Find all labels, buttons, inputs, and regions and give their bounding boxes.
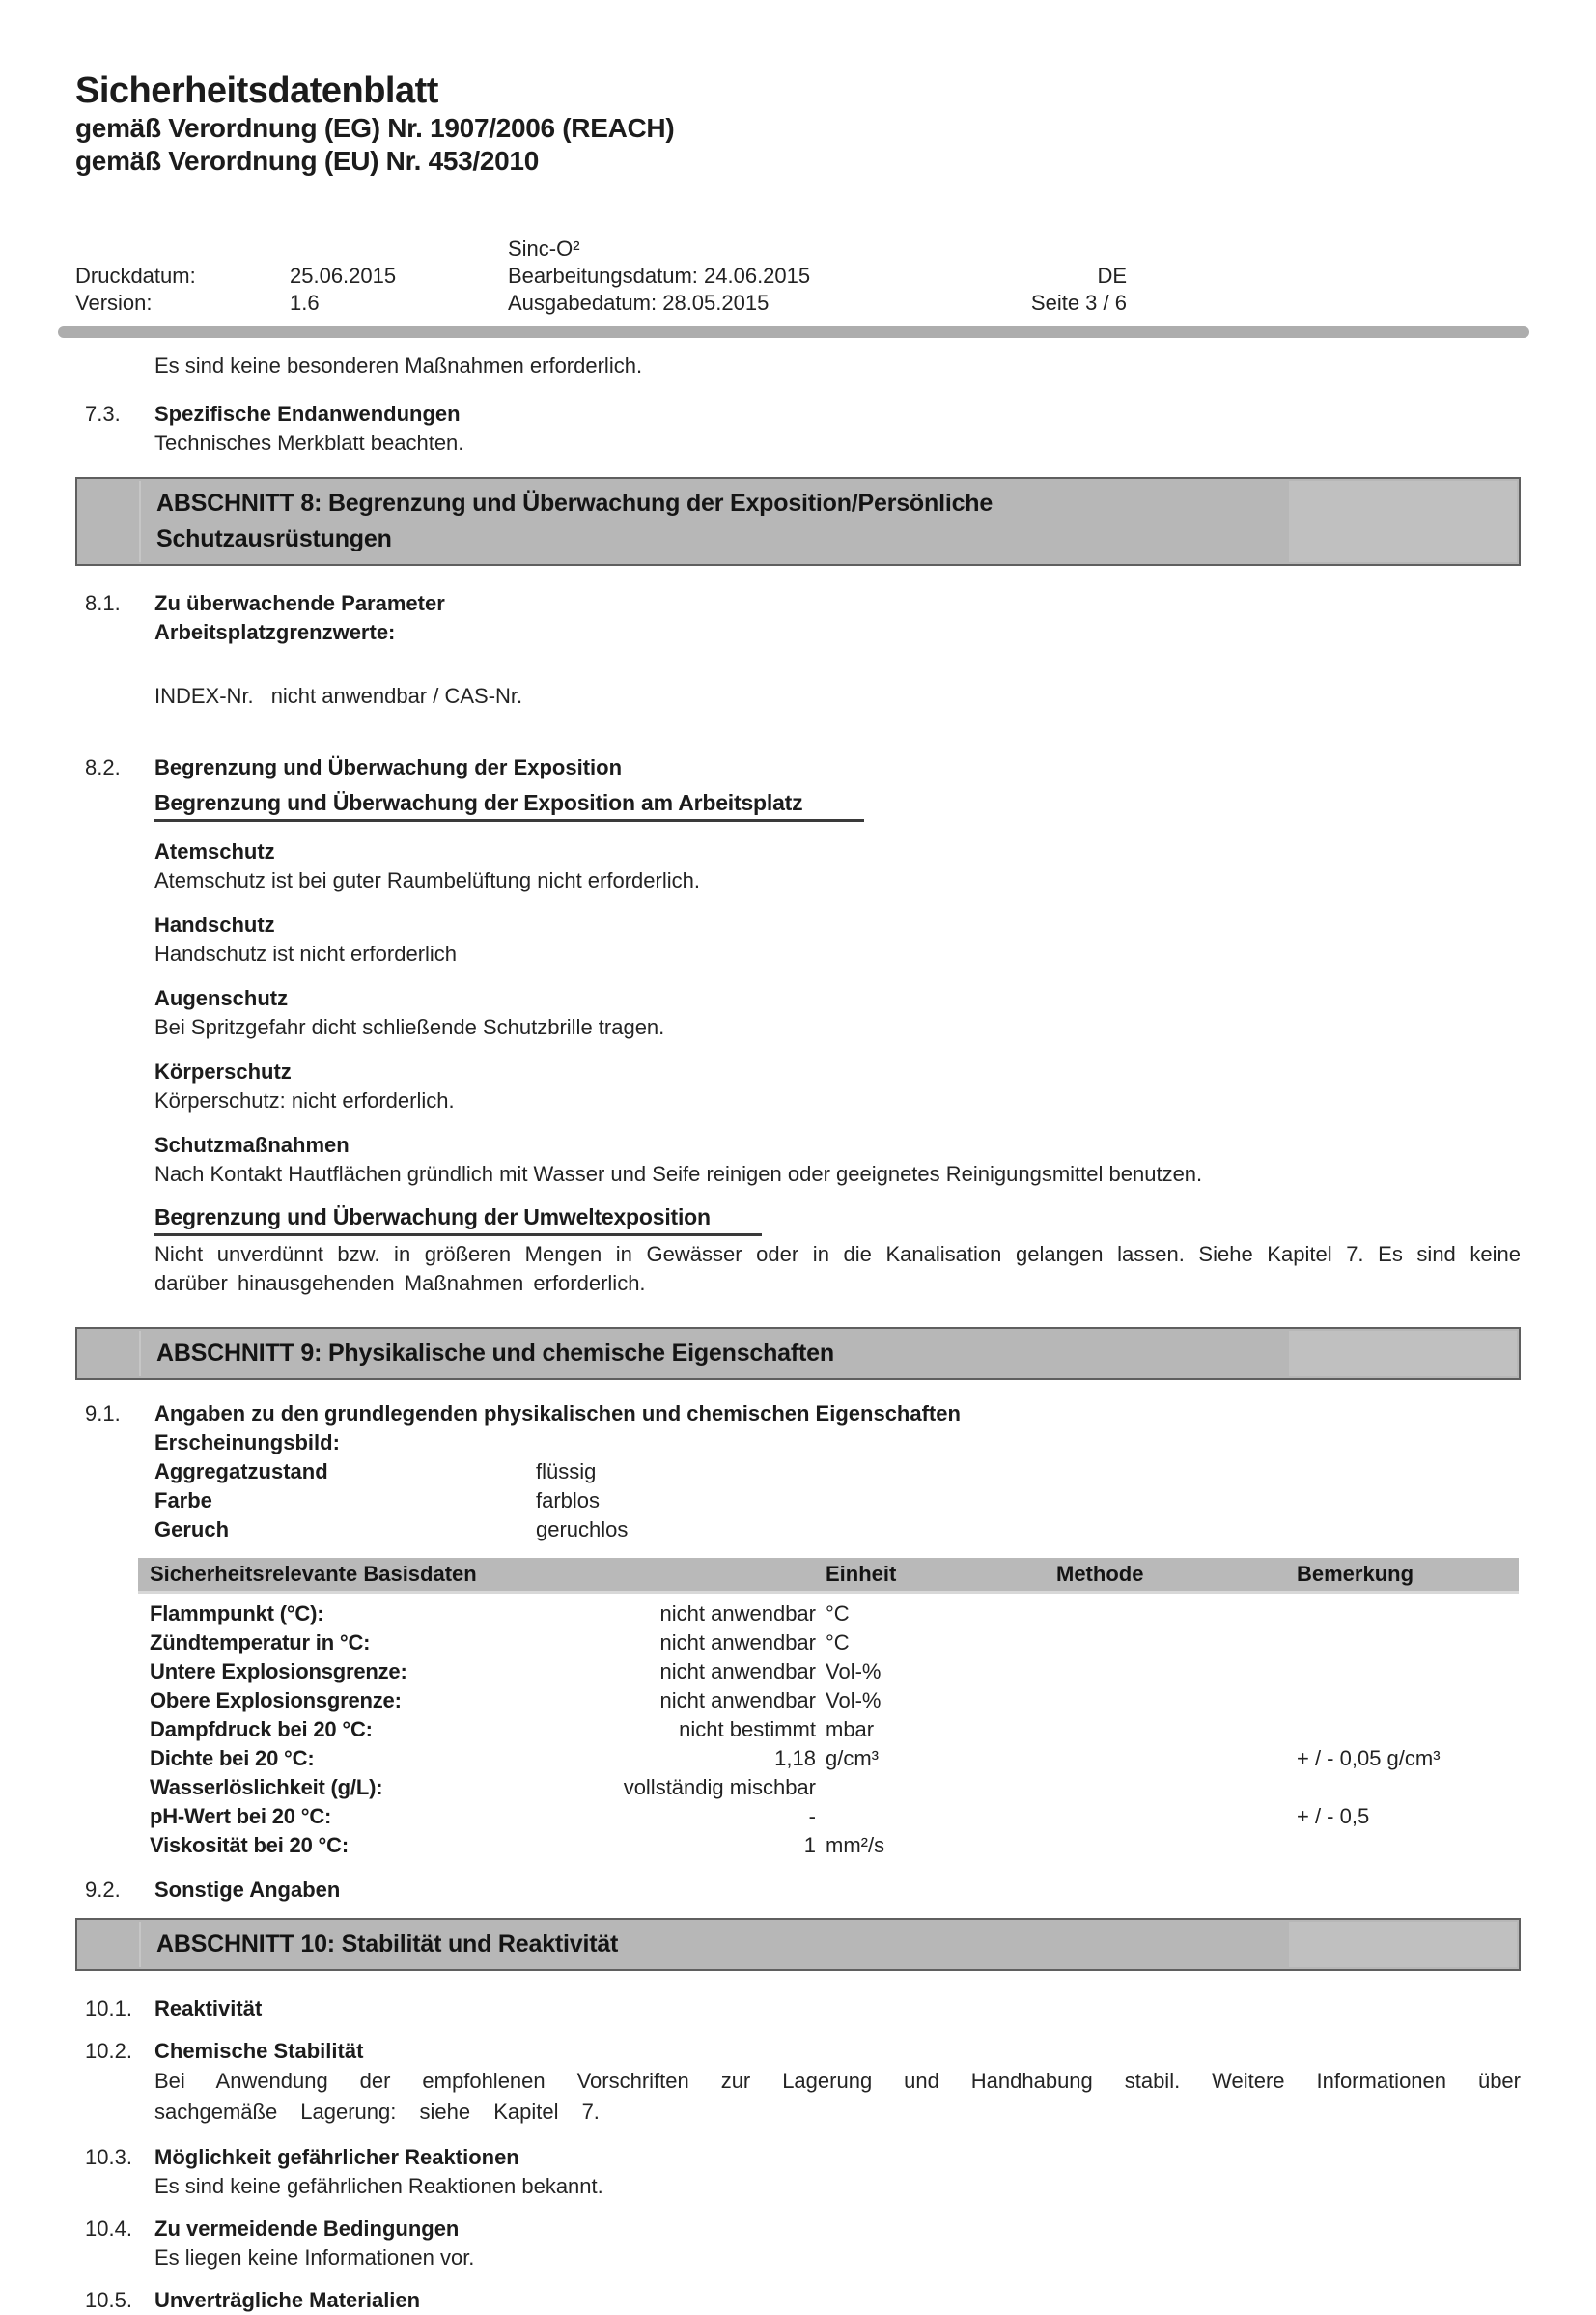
- row-label: Obere Explosionsgrenze:: [150, 1687, 402, 1712]
- appearance-row: [154, 1457, 1521, 1486]
- index-label: INDEX-Nr.: [154, 683, 254, 708]
- section-10-header-title: ABSCHNITT 10: Stabilität und Reaktivität: [156, 1930, 619, 1958]
- row-unit: °C: [826, 1629, 850, 1654]
- section-10-3-text: Es sind keine gefährlichen Reaktionen bekannt.: [154, 2173, 603, 2198]
- row-value: 1,18: [774, 1745, 816, 1770]
- protection-item-text: Bei Spritzgefahr dicht schließende Schutzbrille tragen.: [154, 1014, 665, 1039]
- version-label: Version:: [75, 290, 153, 315]
- table-row: [138, 1715, 1519, 1744]
- row-bemerkung: + / - 0,5: [1297, 1803, 1370, 1828]
- row-bemerkung: [1297, 1657, 1519, 1686]
- section-title: Begrenzung und Überwachung der Exposition: [154, 754, 623, 779]
- row-value: -: [808, 1803, 816, 1828]
- row-bemerkung: [1297, 1773, 1519, 1802]
- meta-empty: [290, 236, 508, 263]
- appearance-label: Aggregatzustand: [154, 1458, 328, 1483]
- protection-item: [75, 984, 1521, 1042]
- row-unit: Vol-%: [826, 1687, 882, 1712]
- section-10-2-heading: [75, 2037, 1521, 2066]
- workplace-exposure-heading: Begrenzung und Überwachung der Exposition am Arbeitsplatz: [154, 790, 864, 822]
- index-value: nicht anwendbar / CAS-Nr.: [270, 683, 523, 708]
- appearance-row: [154, 1486, 1521, 1515]
- row-label: Zündtemperatur in °C:: [150, 1629, 371, 1654]
- row-bemerkung: [1297, 1599, 1519, 1628]
- row-value: 1: [803, 1832, 816, 1857]
- table-row: [138, 1744, 1519, 1773]
- row-label: Flammpunkt (°C):: [150, 1600, 324, 1625]
- section-10-2-text: Bei Anwendung der empfohlenen Vorschriften zur Lagerung und Handhabung stabil. Weitere Informationen über sachgemäße Lagerung: siehe Kapitel 7.: [154, 2068, 1521, 2124]
- row-bemerkung: + / - 0,05 g/cm³: [1297, 1745, 1441, 1770]
- protection-item-text: Nach Kontakt Hautflächen gründlich mit Wasser und Seife reinigen oder geeignetes Reinigungsmittel benutzen.: [154, 1161, 1203, 1186]
- section-9-1-heading: [75, 1399, 1521, 1428]
- meta-empty: [75, 236, 290, 263]
- meta-empty: [943, 236, 1127, 263]
- section-10-header-bar: [75, 1918, 1521, 1971]
- section-number: 9.1.: [85, 1400, 121, 1426]
- row-label: Viskosität bei 20 °C:: [150, 1832, 349, 1857]
- document-subtitle-line1: gemäß Verordnung (EG) Nr. 1907/2006 (REACH): [75, 112, 675, 143]
- row-value: nicht anwendbar: [659, 1629, 816, 1654]
- basisdaten-table: [138, 1558, 1519, 1860]
- section-10-4-text: Es liegen keine Informationen vor.: [154, 2244, 475, 2270]
- row-value: vollständig mischbar: [623, 1774, 816, 1799]
- protection-item: [75, 1058, 1521, 1115]
- section-8-header-title: ABSCHNITT 8: Begrenzung und Überwachung der Exposition/Persönliche Schutzausrüstungen: [156, 489, 994, 552]
- section-number: 8.1.: [85, 590, 121, 615]
- document-subtitle-line2: gemäß Verordnung (EU) Nr. 453/2010: [75, 145, 539, 176]
- appearance-label: Farbe: [154, 1487, 212, 1512]
- environment-exposure-heading-wrap: [154, 1204, 1521, 1236]
- workplace-exposure-heading-wrap: [154, 790, 1521, 822]
- section-10-4-heading: [75, 2215, 1521, 2244]
- row-bemerkung: [1297, 1628, 1519, 1657]
- section-number: 10.1.: [85, 1995, 132, 2020]
- table-row: [138, 1657, 1519, 1686]
- section-title: Sonstige Angaben: [154, 1877, 341, 1902]
- section-10-5-heading: [75, 2286, 1521, 2315]
- language-code: DE: [1097, 263, 1127, 288]
- row-label: Dichte bei 20 °C:: [150, 1745, 315, 1770]
- protection-item-heading: Körperschutz: [154, 1059, 292, 1084]
- section-10-3-heading: [75, 2143, 1521, 2172]
- col-header-methode: Methode: [1056, 1561, 1144, 1586]
- environment-exposure-heading: Begrenzung und Überwachung der Umweltexposition: [154, 1204, 762, 1236]
- row-unit: [816, 1802, 1056, 1831]
- row-methode: [1056, 1715, 1297, 1744]
- protection-item-text: Körperschutz: nicht erforderlich.: [154, 1087, 455, 1113]
- row-label: Untere Explosionsgrenze:: [150, 1658, 407, 1683]
- page-indicator: Seite 3 / 6: [1030, 290, 1127, 315]
- header-divider-bar: [58, 326, 1529, 338]
- row-bemerkung: [1297, 1715, 1519, 1744]
- druckdatum-label: Druckdatum:: [75, 263, 196, 288]
- row-unit: g/cm³: [826, 1745, 879, 1770]
- row-methode: [1056, 1628, 1297, 1657]
- document-title: Sicherheitsdatenblatt: [75, 71, 438, 111]
- row-value: nicht anwendbar: [659, 1658, 816, 1683]
- table-row: [138, 1628, 1519, 1657]
- bearbeitungsdatum: Bearbeitungsdatum: 24.06.2015: [508, 263, 811, 288]
- protection-item: [75, 911, 1521, 969]
- row-methode: [1056, 1657, 1297, 1686]
- row-unit: °C: [826, 1600, 850, 1625]
- section-title: Möglichkeit gefährlicher Reaktionen: [154, 2144, 519, 2169]
- row-value: nicht anwendbar: [659, 1600, 816, 1625]
- row-methode: [1056, 1773, 1297, 1802]
- row-bemerkung: [1297, 1831, 1519, 1860]
- section-number: 10.3.: [85, 2144, 132, 2169]
- section-10-1-heading: [75, 1994, 1521, 2023]
- index-line: [154, 682, 1521, 711]
- protection-item-heading: Atemschutz: [154, 838, 275, 863]
- erscheinungsbild-label: Erscheinungsbild:: [154, 1429, 340, 1454]
- section-title: Unverträgliche Materialien: [154, 2287, 421, 2312]
- table-row: [138, 1802, 1519, 1831]
- row-label: pH-Wert bei 20 °C:: [150, 1803, 332, 1828]
- appearance-value: geruchlos: [536, 1516, 629, 1541]
- section-9-2-heading: [75, 1876, 1521, 1905]
- section-number: 7.3.: [85, 401, 121, 426]
- section-7-3-heading: [75, 400, 1521, 429]
- section-title: Zu überwachende Parameter: [154, 590, 445, 615]
- arbeitsplatzgrenzwerte-label: Arbeitsplatzgrenzwerte:: [154, 619, 396, 644]
- section-title: Spezifische Endanwendungen: [154, 401, 461, 426]
- protection-item: [75, 837, 1521, 895]
- section-number: 9.2.: [85, 1877, 121, 1902]
- section-number: 10.5.: [85, 2287, 132, 2312]
- section-number: 10.2.: [85, 2038, 132, 2063]
- section-number: 10.4.: [85, 2216, 132, 2241]
- section-8-header-bar: [75, 477, 1521, 566]
- section-7-3-text: Technisches Merkblatt beachten.: [154, 430, 464, 455]
- section-8-2-heading: [75, 753, 1521, 782]
- table-row: [138, 1599, 1519, 1628]
- section-8-1-heading: [75, 589, 1521, 618]
- protection-item-heading: Handschutz: [154, 912, 275, 937]
- table-row: [138, 1831, 1519, 1860]
- section-9-header-bar: [75, 1327, 1521, 1380]
- col-header-bemerkung: Bemerkung: [1297, 1561, 1414, 1586]
- version-value: 1.6: [290, 290, 320, 315]
- section-title: Zu vermeidende Bedingungen: [154, 2216, 460, 2241]
- section-9-header-title: ABSCHNITT 9: Physikalische und chemische Eigenschaften: [156, 1339, 834, 1367]
- row-label: Dampfdruck bei 20 °C:: [150, 1716, 373, 1741]
- col-header-basisdaten: Sicherheitsrelevante Basisdaten: [150, 1561, 477, 1586]
- druckdatum-value: 25.06.2015: [290, 263, 397, 288]
- ausgabedatum: Ausgabedatum: 28.05.2015: [508, 290, 770, 315]
- environment-exposure-text: Nicht unverdünnt bzw. in größeren Mengen in Gewässer oder in die Kanalisation gelangen lassen. Siehe Kapitel 7. Es sind keine darüber hinausgehenden Maßnahmen erforderlich.: [154, 1241, 1521, 1295]
- row-methode: [1056, 1599, 1297, 1628]
- row-label: Wasserlöslichkeit (g/L):: [150, 1774, 383, 1799]
- basisdaten-table-header: [138, 1558, 1519, 1594]
- appearance-value: flüssig: [536, 1458, 597, 1483]
- row-methode: [1056, 1802, 1297, 1831]
- appearance-label: Geruch: [154, 1516, 230, 1541]
- table-row: [138, 1773, 1519, 1802]
- section7-intro-text: Es sind keine besonderen Maßnahmen erforderlich.: [154, 353, 643, 378]
- section-title: Reaktivität: [154, 1995, 263, 2020]
- protection-item-heading: Schutzmaßnahmen: [154, 1132, 350, 1157]
- row-value: nicht anwendbar: [659, 1687, 816, 1712]
- section-title: Chemische Stabilität: [154, 2038, 364, 2063]
- row-value: nicht bestimmt: [679, 1716, 816, 1741]
- row-methode: [1056, 1744, 1297, 1773]
- col-header-einheit: Einheit: [826, 1561, 897, 1586]
- section-title: Angaben zu den grundlegenden physikalischen und chemischen Eigenschaften: [154, 1400, 961, 1426]
- row-unit: mbar: [826, 1716, 875, 1741]
- document-meta: [75, 236, 1127, 317]
- protection-item-heading: Augenschutz: [154, 985, 289, 1010]
- row-bemerkung: [1297, 1686, 1519, 1715]
- section-number: 8.2.: [85, 754, 121, 779]
- row-unit: [816, 1773, 1056, 1802]
- appearance-value: farblos: [536, 1487, 601, 1512]
- row-methode: [1056, 1831, 1297, 1860]
- row-unit: mm²/s: [826, 1832, 885, 1857]
- protection-item: [75, 1131, 1521, 1189]
- row-methode: [1056, 1686, 1297, 1715]
- protection-item-text: Atemschutz ist bei guter Raumbelüftung nicht erforderlich.: [154, 867, 700, 892]
- table-row: [138, 1686, 1519, 1715]
- row-unit: Vol-%: [826, 1658, 882, 1683]
- appearance-row: [154, 1515, 1521, 1544]
- product-name: Sinc-O²: [508, 236, 580, 261]
- protection-item-text: Handschutz ist nicht erforderlich: [154, 941, 458, 966]
